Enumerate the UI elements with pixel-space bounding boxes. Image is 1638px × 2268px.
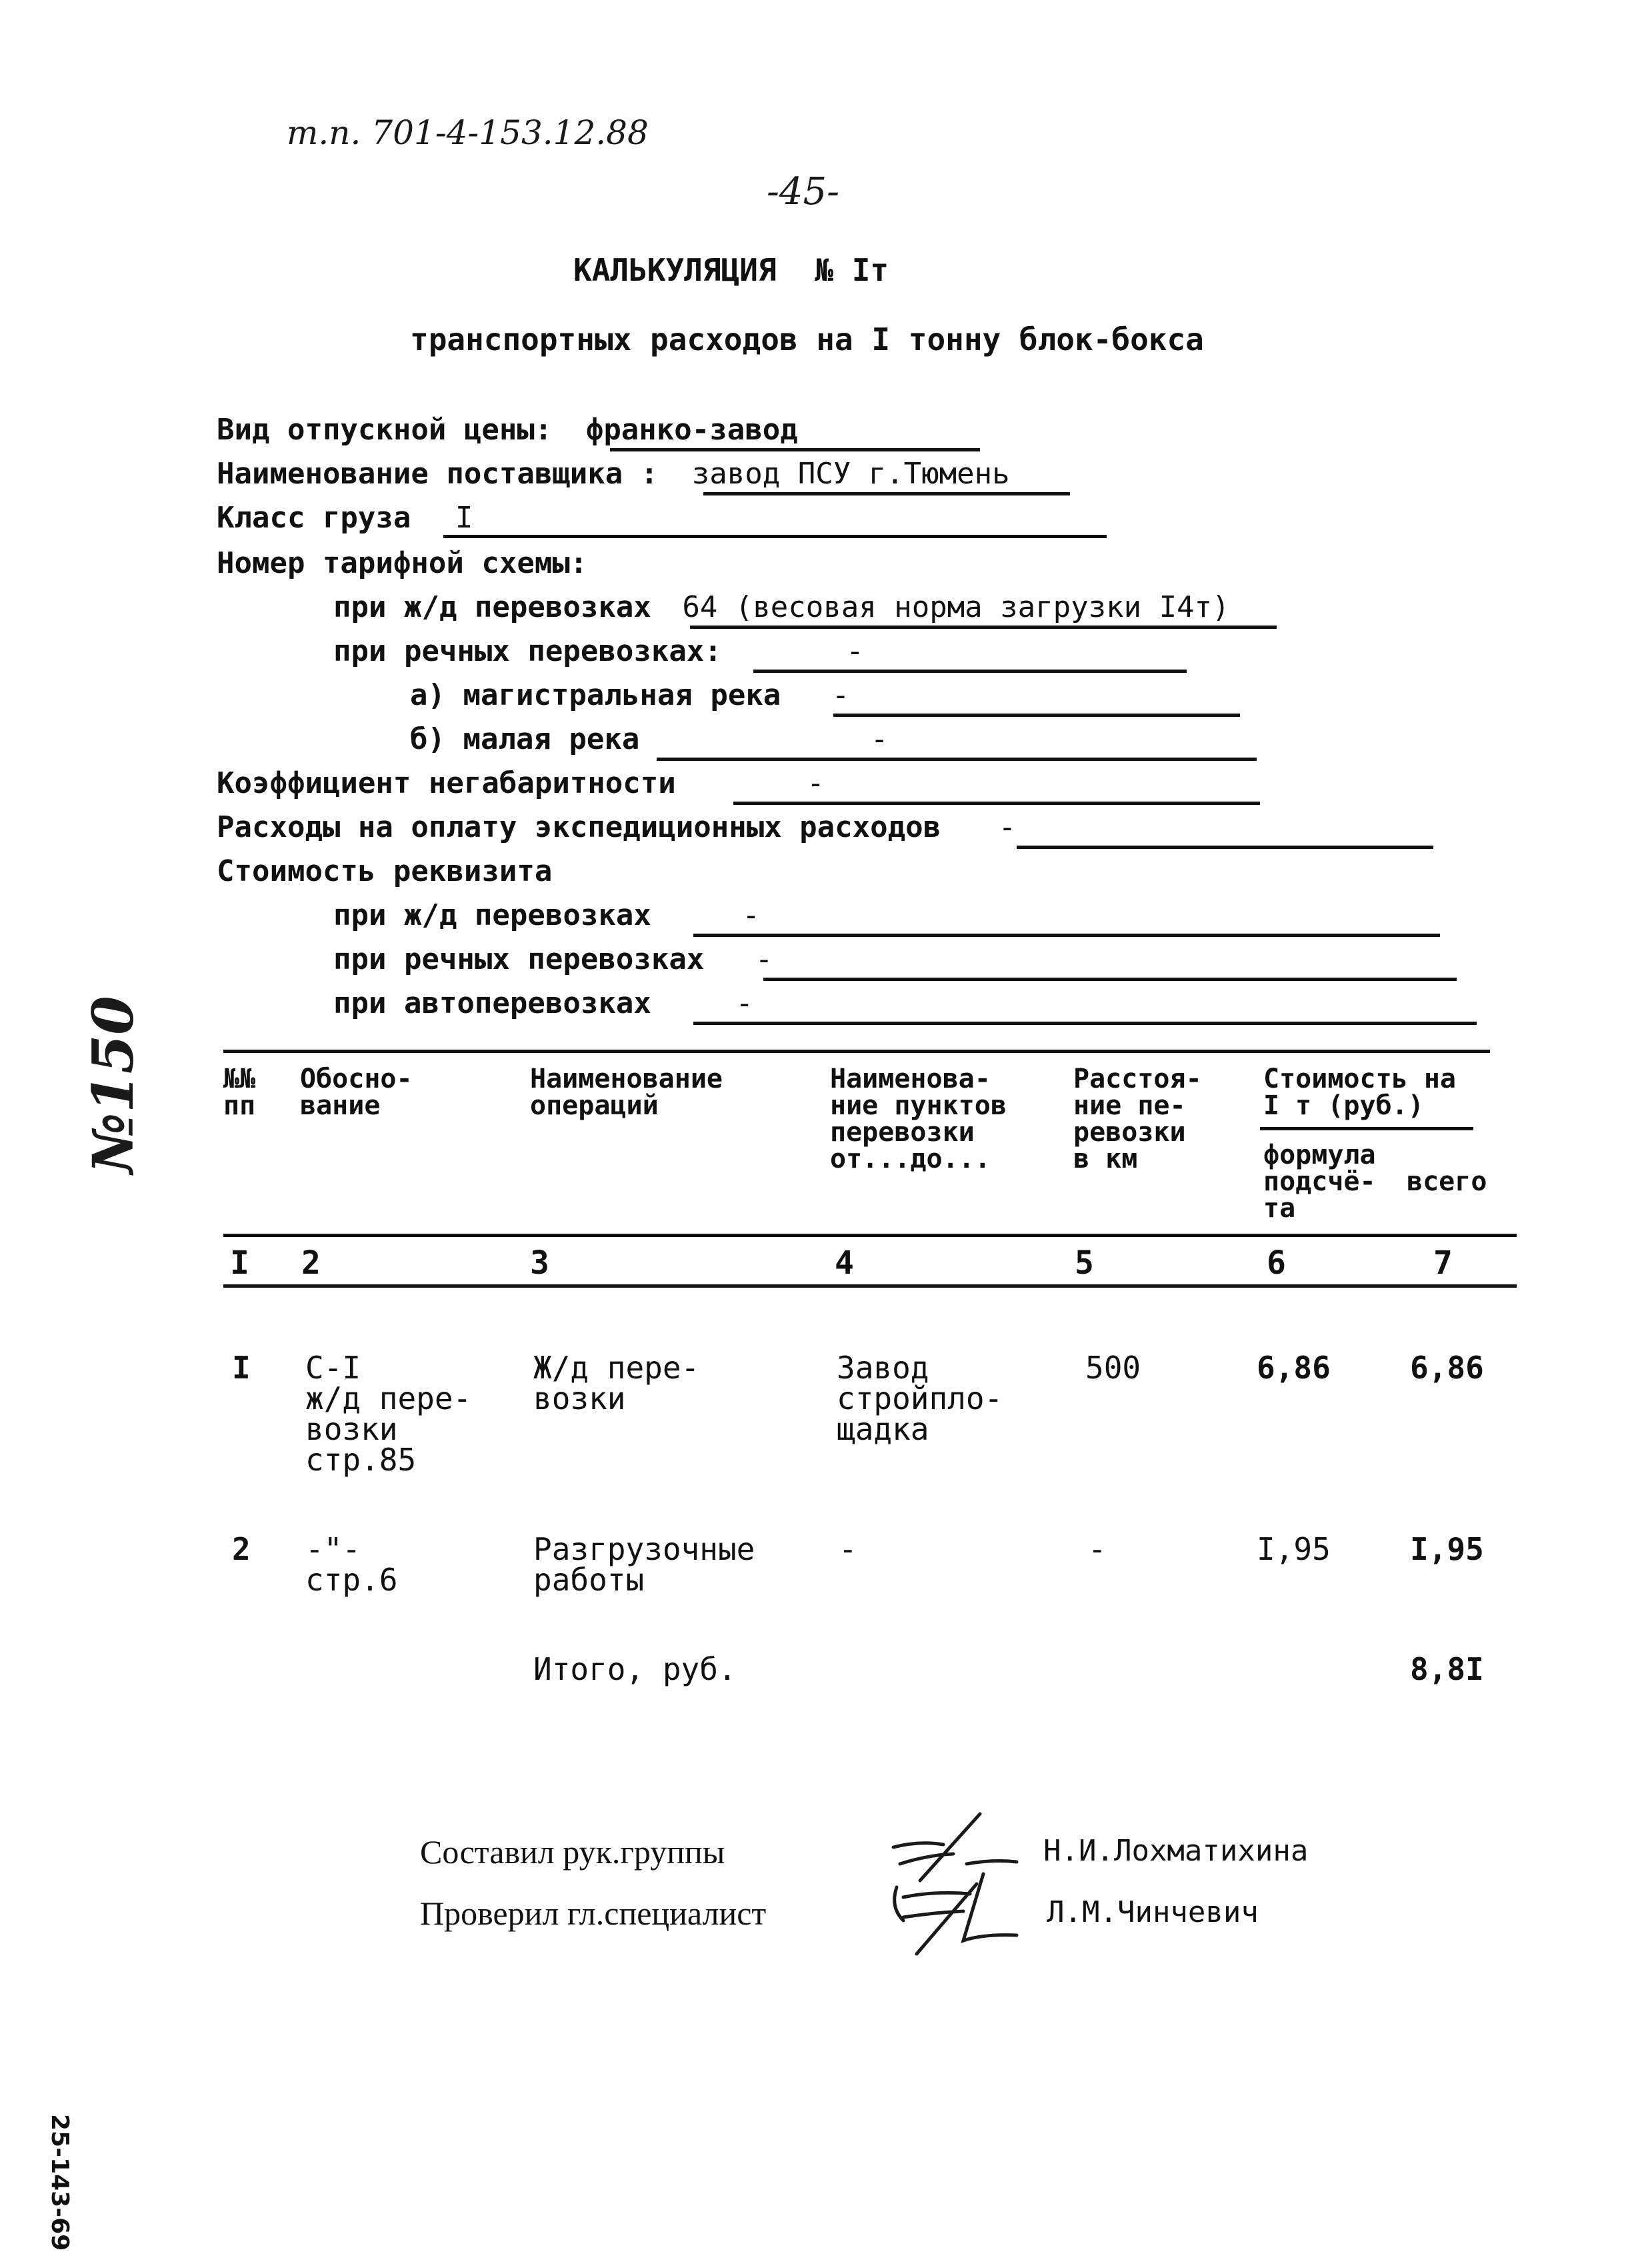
forwarding-value: - <box>998 810 1017 844</box>
small-river-row <box>410 718 888 762</box>
header-formula: формула подсчё- та <box>1263 1140 1376 1224</box>
column-numbers-rule <box>223 1284 1517 1288</box>
forwarding-label: Расходы на оплату экспедиционных расходов <box>217 810 941 844</box>
oversize-value: - <box>807 766 825 800</box>
title-number: № Iт <box>815 252 889 288</box>
total-label: Итого, руб. <box>533 1651 737 1687</box>
header-total: всего <box>1407 1166 1487 1197</box>
checked-name: Л.М.Чинчевич <box>1047 1895 1259 1929</box>
compiled-label: Составил рук.группы <box>420 1833 725 1871</box>
row-distance: - <box>1088 1531 1107 1567</box>
oversize-row <box>217 762 825 806</box>
oversize-label: Коэффициент негабаритности <box>217 766 676 800</box>
supplier-row <box>217 452 1010 496</box>
main-river-row <box>410 674 849 718</box>
props-auto-value: - <box>735 986 753 1020</box>
document-title <box>573 252 889 288</box>
price-type-label: Вид отпускной цены: <box>217 413 553 447</box>
row-num: 2 <box>232 1531 251 1567</box>
props-auto-label: при автоперевозках <box>333 986 651 1020</box>
header-basis: Обосно- вание <box>300 1064 413 1121</box>
row-num: I <box>232 1350 251 1386</box>
props-river-underline <box>763 978 1457 981</box>
header-operation: Наименование операций <box>530 1064 723 1121</box>
row-basis: С-I ж/д пере- возки стр.85 <box>305 1350 472 1478</box>
rail-underline <box>690 626 1277 629</box>
column-number: 4 <box>835 1244 854 1282</box>
rail-label: при ж/д перевозках <box>333 590 651 624</box>
small-river-value: - <box>870 722 889 756</box>
row-total: 6,86 <box>1410 1350 1484 1386</box>
row-operation: Разгрузочные работы <box>533 1531 755 1598</box>
rail-value: 64 (весовая норма загрузки I4т) <box>682 590 1230 624</box>
props-auto-row <box>333 982 753 1026</box>
forwarding-underline <box>1017 846 1433 849</box>
props-rail-label: при ж/д перевозках <box>333 898 651 932</box>
row-points: Завод стройпло- щадка <box>837 1350 1003 1447</box>
props-label <box>217 850 552 894</box>
cargo-class-row <box>217 496 473 540</box>
forwarding-row <box>217 806 1016 850</box>
price-type-value: франко-завод <box>585 413 798 447</box>
margin-stamp-number: №150 <box>80 996 146 1174</box>
header-distance: Расстоя- ние пе- ревозки в км <box>1073 1064 1202 1174</box>
cargo-class-label: Класс груза <box>217 501 411 535</box>
title-main: КАЛЬКУЛЯЦИЯ <box>573 252 777 288</box>
cargo-class-underline <box>443 535 1107 538</box>
rail-row <box>333 586 1230 630</box>
river-label: при речных перевозках: <box>333 634 722 668</box>
oversize-underline <box>733 802 1260 805</box>
cargo-class-value: I <box>455 501 473 535</box>
props-river-label: при речных перевозках <box>333 942 705 976</box>
column-number: 2 <box>301 1244 321 1282</box>
row-operation: Ж/д пере- возки <box>533 1350 700 1416</box>
column-number: 6 <box>1267 1244 1286 1282</box>
column-number: I <box>230 1244 249 1282</box>
props-label-text: Стоимость реквизита <box>217 854 553 888</box>
supplier-label: Наименование поставщика : <box>217 457 659 491</box>
props-rail-row <box>333 894 760 938</box>
compiled-name: Н.И.Лохматихина <box>1043 1834 1309 1868</box>
supplier-value: завод ПСУ г.Тюмень <box>691 457 1010 491</box>
row-total: I,95 <box>1410 1531 1484 1567</box>
total-value: 8,8I <box>1410 1651 1484 1687</box>
props-rail-value: - <box>742 898 760 932</box>
column-number: 3 <box>530 1244 549 1282</box>
checked-label: Проверил гл.специалист <box>420 1895 767 1932</box>
column-number: 5 <box>1075 1244 1094 1282</box>
small-river-label: б) малая река <box>410 722 640 756</box>
page-number: -45- <box>767 170 840 213</box>
main-river-value: - <box>831 678 850 712</box>
margin-side-code: 25-143-69 <box>46 2114 73 2251</box>
column-number: 7 <box>1433 1244 1453 1282</box>
table-top-rule <box>223 1050 1490 1053</box>
small-river-underline <box>657 758 1257 761</box>
document-subtitle: транспортных расходов на I тонну блок-бокса <box>410 321 1204 357</box>
header-cost-group: Стоимость на I т (руб.) <box>1263 1064 1456 1121</box>
document-reference: т.п. 701-4-153.12.88 <box>287 113 649 152</box>
tariff-scheme-label-text: Номер тарифной схемы: <box>217 546 588 580</box>
river-underline <box>753 670 1187 673</box>
header-points: Наименова- ние пунктов перевозки от...до... <box>830 1064 1007 1174</box>
main-river-label: а) магистральная река <box>410 678 781 712</box>
signature-checked <box>883 1861 1050 1961</box>
river-value: - <box>846 634 864 668</box>
header-cost-underline <box>1260 1127 1473 1130</box>
main-river-underline <box>833 714 1240 717</box>
props-river-value: - <box>755 942 773 976</box>
row-basis: -"- стр.6 <box>305 1531 398 1598</box>
props-river-row <box>333 938 773 982</box>
header-bottom-rule <box>223 1234 1517 1237</box>
row-formula: 6,86 <box>1257 1350 1331 1386</box>
header-num: №№ пп <box>223 1064 256 1121</box>
row-points: - <box>839 1531 857 1567</box>
row-distance: 500 <box>1085 1350 1141 1386</box>
supplier-underline <box>703 492 1070 495</box>
props-rail-underline <box>693 934 1440 937</box>
tariff-scheme-label <box>217 541 587 586</box>
price-type-underline <box>610 448 980 451</box>
row-formula: I,95 <box>1257 1531 1331 1567</box>
river-row <box>333 630 864 674</box>
price-type-row <box>217 408 798 452</box>
props-auto-underline <box>693 1022 1477 1025</box>
